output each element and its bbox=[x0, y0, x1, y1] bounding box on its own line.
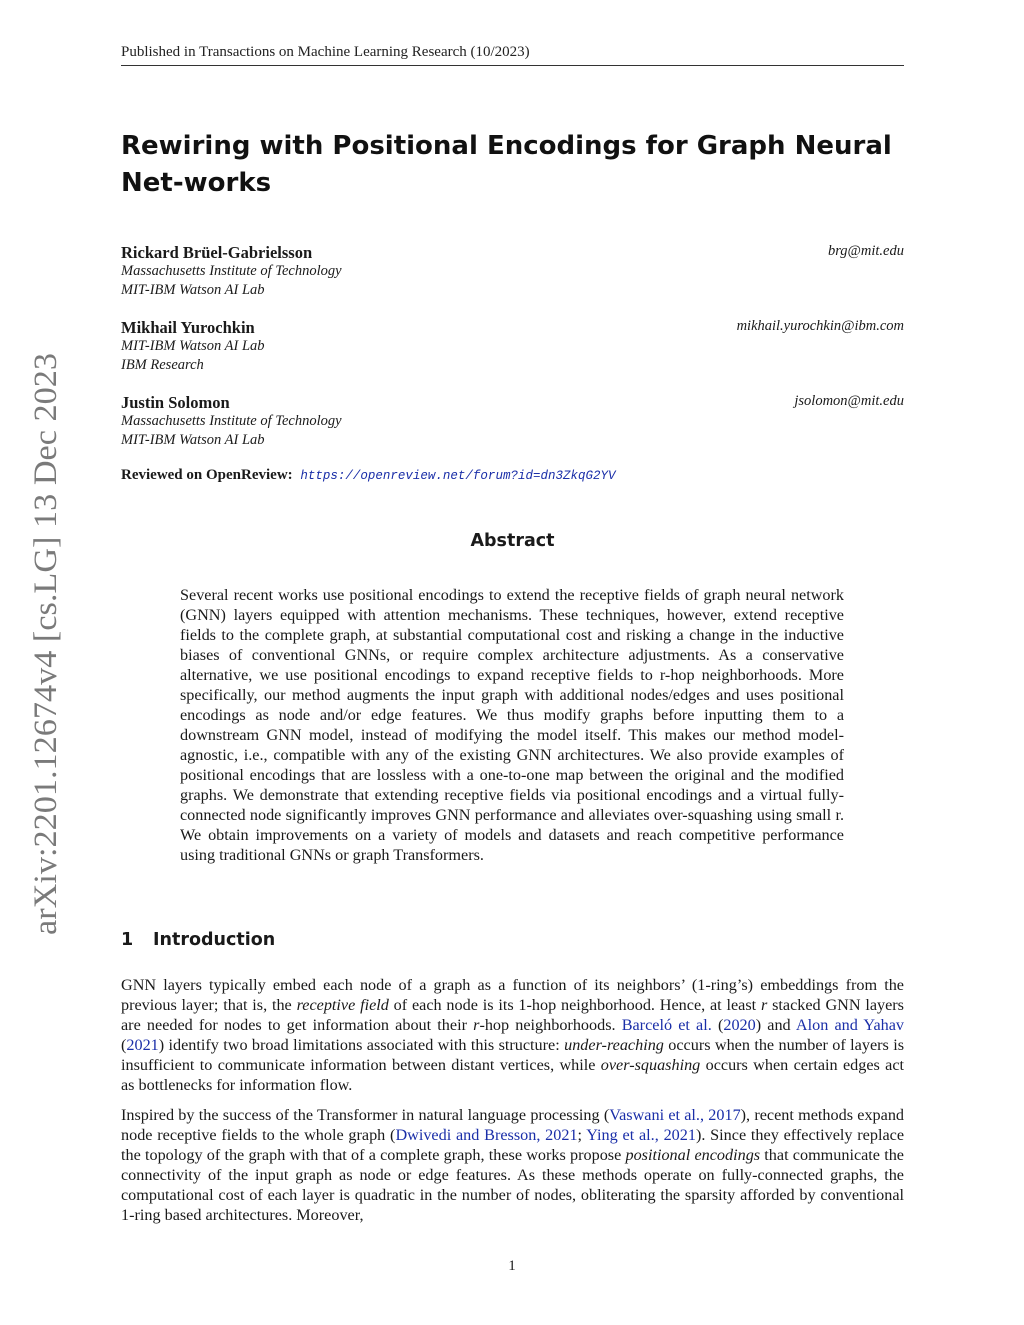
text-run: ( bbox=[121, 1036, 127, 1054]
section-number: 1 bbox=[121, 930, 134, 950]
text-run: -hop neighborhoods. bbox=[479, 1016, 622, 1034]
author-block bbox=[121, 393, 904, 450]
author-affiliation: Massachusetts Institute of Technology bbox=[121, 413, 342, 429]
author-affiliation: MIT-IBM Watson AI Lab bbox=[121, 282, 265, 298]
text-run: that communicate the connectivity of the input graph as node or edge features. As these methods operate on fully-connected graphs, the computational cost of each layer is quadratic in the number of nodes, obliterating the sparsity afforded by conventional 1-ring based architectures. Moreover, bbox=[121, 1146, 904, 1224]
author-name: Rickard Brüel-Gabrielsson bbox=[121, 243, 313, 262]
citation-year-link[interactable]: 2021 bbox=[545, 1126, 578, 1144]
text-run: GNN layers typically embed each node of a graph as a function of its neighbors’ (1-ring’s) embeddings from the previous layer; that is, the bbox=[121, 976, 904, 1014]
text-run: ) identify two broad limitations associated with this structure: bbox=[158, 1036, 565, 1054]
author-block bbox=[121, 318, 904, 375]
emphasis: positional encodings bbox=[625, 1146, 761, 1164]
author-affiliation: MIT-IBM Watson AI Lab bbox=[121, 432, 265, 448]
author-email[interactable]: mikhail.yurochkin@ibm.com bbox=[736, 318, 904, 334]
text-run: ) bbox=[755, 1016, 762, 1034]
section-heading-introduction bbox=[121, 930, 904, 950]
running-header: Published in Transactions on Machine Learning Research (10/2023) bbox=[121, 44, 530, 60]
citation-year-link[interactable]: 2021 bbox=[126, 1036, 159, 1054]
page-number: 1 bbox=[508, 1258, 516, 1274]
openreview-line bbox=[121, 467, 904, 484]
text-run: and bbox=[761, 1016, 796, 1034]
citation-year-link[interactable]: 2017 bbox=[708, 1106, 741, 1124]
author-email[interactable]: jsolomon@mit.edu bbox=[794, 393, 904, 409]
text-run: occurs when certain edges act as bottlenecks for information flow. bbox=[121, 1056, 905, 1094]
abstract-body: Several recent works use positional encodings to extend the receptive fields of graph neural network (GNN) layers equipped with attention mechanisms. These techniques, however, extend receptive fields to the complete graph, at substantial computational cost and risking a change in the inductive biases of conventional GNNs, or require complex architecture adjustments. As a conservative alternative, we use positional encodings to expand receptive fields to r-hop neighborhoods. More specifically, our method augments the input graph with additional nodes/edges and uses positional encodings as node and/or edge features. We thus modify graphs before inputting them to a downstream GNN model, instead of modifying the model itself. This makes our method model-agnostic, i.e., compatible with any of the existing GNN architectures. We also provide examples of positional encodings that are lossless with a one-to-one map between the original and the modified graphs. We demonstrate that extending receptive fields via positional encodings and a virtual fully-connected node significantly improves GNN performance and alleviates over-squashing using small r. We obtain improvements on a variety of models and datasets and reach competitive performance using traditional GNNs or graph Transformers. bbox=[180, 586, 844, 864]
arxiv-stamp-text: arXiv:2201.12674v4 [cs.LG] 13 Dec 2023 bbox=[28, 374, 64, 935]
citation-link[interactable]: Dwivedi and Bresson, bbox=[395, 1126, 541, 1144]
author-affiliation: MIT-IBM Watson AI Lab bbox=[121, 338, 265, 354]
openreview-link[interactable]: https://openreview.net/forum?id=dn3ZkqG2YV bbox=[300, 469, 616, 483]
text-run: occurs when the number of layers is insufficient to communicate information between distant vertices, while bbox=[121, 1036, 904, 1074]
section-title: Introduction bbox=[153, 930, 276, 950]
citation-link[interactable]: Barceló et al. bbox=[621, 1016, 712, 1034]
author-affiliation: IBM Research bbox=[121, 357, 204, 373]
author-block bbox=[121, 243, 904, 300]
citation-link[interactable]: Alon and Yahav bbox=[795, 1016, 905, 1034]
citation-year-link[interactable]: 2020 bbox=[723, 1016, 756, 1034]
author-affiliation: Massachusetts Institute of Technology bbox=[121, 263, 342, 279]
math-variable: r bbox=[760, 996, 768, 1014]
citation-link[interactable]: Ying et al., bbox=[586, 1126, 659, 1144]
header-rule bbox=[121, 65, 904, 66]
intro-paragraph-2 bbox=[121, 1105, 904, 1225]
text-run: ). Since they effectively replace the topology of the graph with that of a complete graph, these works propose bbox=[121, 1126, 904, 1164]
author-email[interactable]: brg@mit.edu bbox=[827, 243, 904, 259]
emphasis: receptive field bbox=[296, 996, 389, 1014]
text-run: Inspired by the success of the Transformer in natural language processing ( bbox=[121, 1106, 610, 1124]
emphasis: under-reaching bbox=[564, 1036, 664, 1054]
text-run: ; bbox=[577, 1126, 587, 1144]
author-name: Mikhail Yurochkin bbox=[121, 318, 255, 337]
intro-paragraph-1 bbox=[121, 975, 904, 1095]
emphasis: over-squashing bbox=[600, 1056, 701, 1074]
text-run: stacked GNN layers are needed for nodes to get information about their bbox=[121, 996, 904, 1034]
text-run: ( bbox=[711, 1016, 724, 1034]
text-run: of each node is its 1-hop neighborhood. Hence, at least bbox=[388, 996, 761, 1014]
math-variable: r bbox=[473, 1016, 480, 1034]
paper-title: Rewiring with Positional Encodings for Graph Neural Net-works bbox=[121, 131, 892, 198]
citation-link[interactable]: Vaswani et al., bbox=[609, 1106, 705, 1124]
abstract-heading: Abstract bbox=[470, 531, 555, 551]
citation-year-link[interactable]: 2021 bbox=[663, 1126, 696, 1144]
author-name: Justin Solomon bbox=[121, 393, 230, 412]
text-run: ), recent methods expand node receptive fields to the whole graph ( bbox=[121, 1106, 905, 1144]
arxiv-stamp bbox=[20, 350, 70, 940]
openreview-label: Reviewed on OpenReview: bbox=[121, 467, 293, 483]
